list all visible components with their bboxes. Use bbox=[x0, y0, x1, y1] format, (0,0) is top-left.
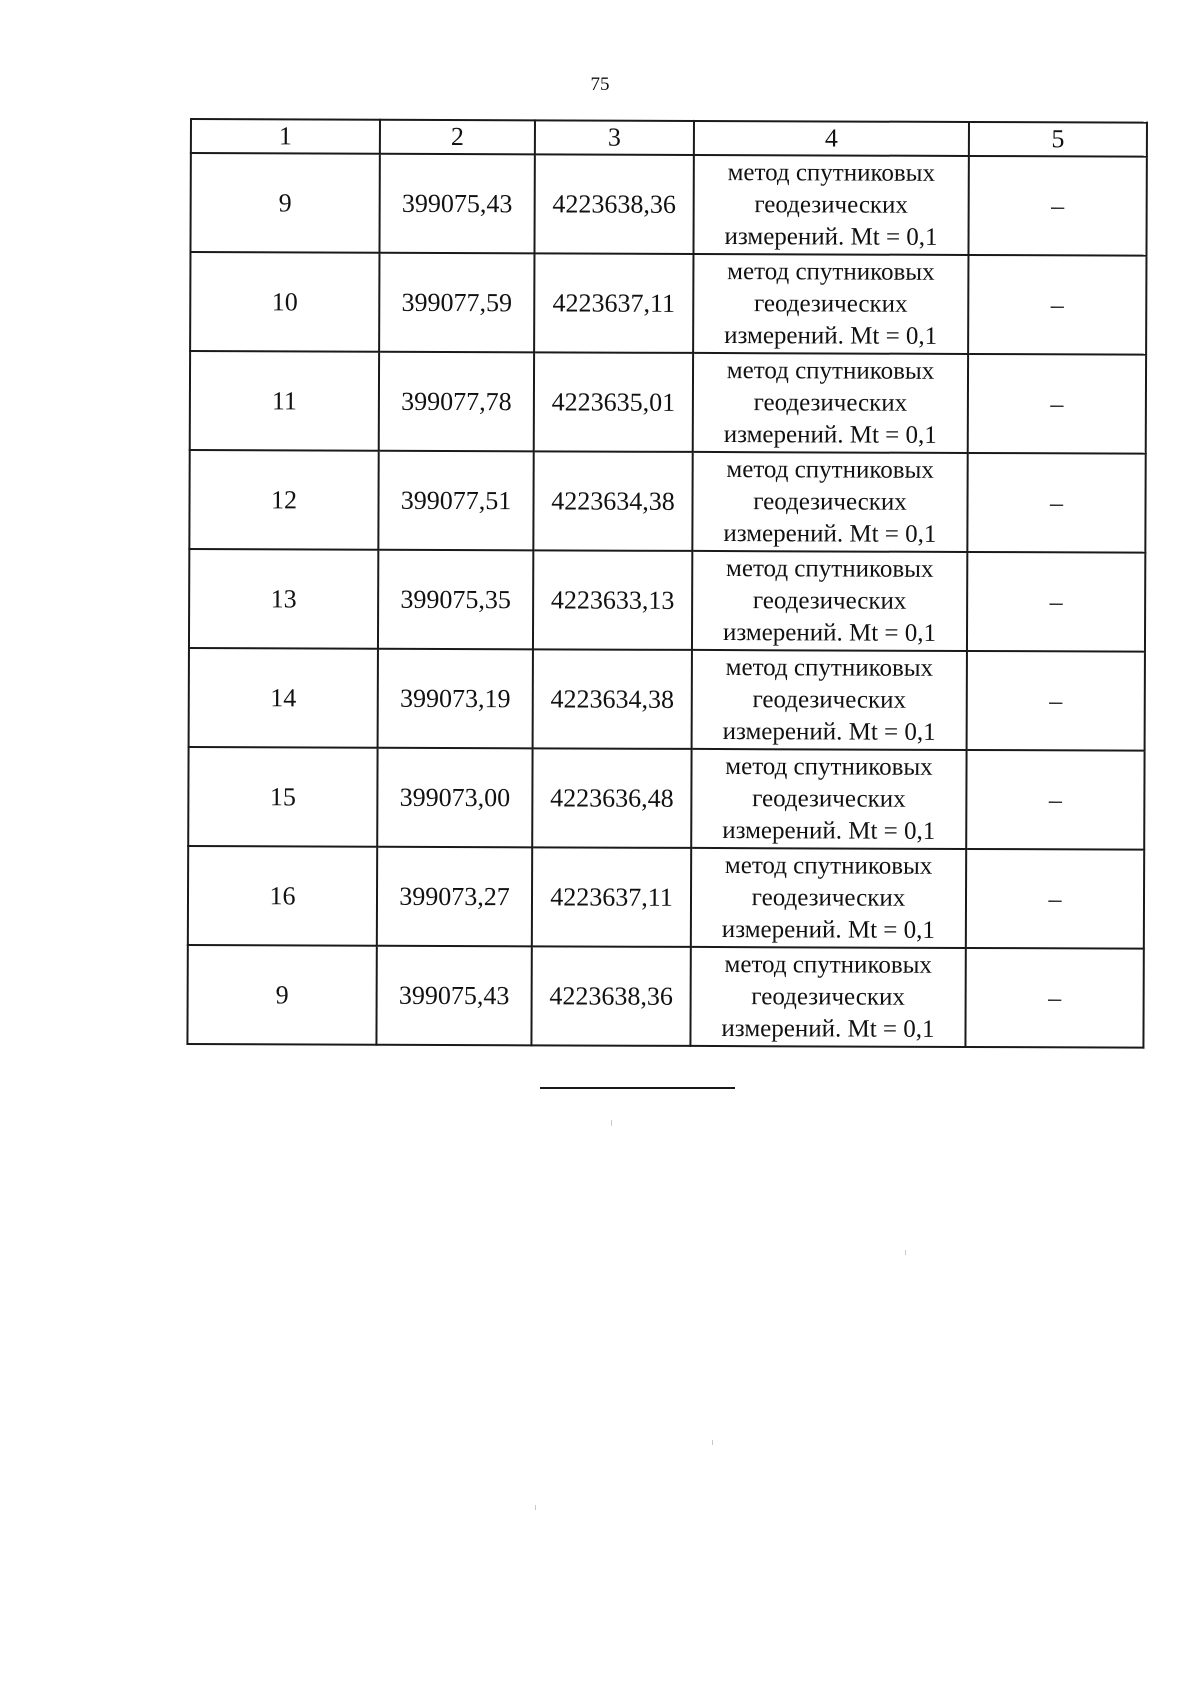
point-number-cell: 9 bbox=[187, 945, 376, 1045]
empty-value-cell: – bbox=[966, 849, 1144, 949]
point-number-cell: 12 bbox=[189, 450, 378, 550]
point-number-cell: 13 bbox=[189, 549, 378, 649]
method-cell bbox=[693, 353, 968, 453]
method-line: метод спутниковых bbox=[726, 554, 934, 583]
table-row bbox=[190, 252, 1146, 355]
method-line: метод спутниковых bbox=[726, 356, 935, 385]
y-coordinate-cell: 4223633,13 bbox=[533, 550, 692, 650]
method-cell bbox=[691, 749, 966, 849]
column-header-3: 3 bbox=[535, 120, 694, 155]
method-line: геодезических bbox=[752, 784, 906, 813]
empty-value-cell: – bbox=[967, 651, 1145, 751]
method-cell bbox=[693, 254, 968, 354]
method-line: измерений. Mt = 0,1 bbox=[721, 1014, 935, 1043]
x-coordinate-cell: 399073,19 bbox=[378, 649, 533, 749]
table-row bbox=[188, 846, 1144, 949]
table-row bbox=[190, 351, 1146, 454]
method-cell bbox=[692, 650, 967, 750]
method-cell bbox=[692, 452, 967, 552]
point-number-cell: 16 bbox=[188, 846, 377, 946]
empty-value-cell: – bbox=[968, 255, 1146, 355]
y-coordinate-cell: 4223637,11 bbox=[534, 253, 693, 353]
empty-value-cell: – bbox=[968, 354, 1146, 454]
scan-artifact bbox=[535, 1505, 536, 1510]
point-number-cell: 10 bbox=[190, 252, 379, 352]
x-coordinate-cell: 399075,35 bbox=[378, 550, 533, 650]
end-of-table-rule bbox=[540, 1087, 735, 1089]
method-line: метод спутниковых bbox=[724, 851, 933, 880]
method-cell bbox=[691, 848, 966, 948]
column-header-5: 5 bbox=[969, 122, 1147, 157]
y-coordinate-cell: 4223635,01 bbox=[534, 352, 693, 452]
method-line: геодезических bbox=[752, 685, 907, 714]
method-cell bbox=[693, 155, 968, 255]
x-coordinate-cell: 399075,43 bbox=[379, 154, 534, 254]
y-coordinate-cell: 4223634,38 bbox=[533, 649, 692, 749]
method-line: метод спутниковых bbox=[727, 257, 935, 286]
method-line: геодезических bbox=[753, 388, 908, 417]
method-line: геодезических bbox=[751, 982, 905, 1011]
method-line: геодезических bbox=[754, 190, 909, 219]
method-line: измерений. Mt = 0,1 bbox=[724, 321, 938, 350]
x-coordinate-cell: 399077,59 bbox=[379, 253, 534, 353]
method-cell bbox=[690, 947, 965, 1047]
method-line: измерений. Mt = 0,1 bbox=[722, 816, 936, 845]
table-row bbox=[190, 153, 1146, 256]
method-line: измерений. Mt = 0,1 bbox=[721, 915, 935, 944]
method-line: измерений. Mt = 0,1 bbox=[722, 717, 936, 746]
y-coordinate-cell: 4223638,36 bbox=[531, 946, 690, 1046]
x-coordinate-cell: 399075,43 bbox=[376, 946, 531, 1046]
x-coordinate-cell: 399073,00 bbox=[377, 748, 532, 848]
y-coordinate-cell: 4223634,38 bbox=[533, 451, 692, 551]
empty-value-cell: – bbox=[965, 948, 1143, 1048]
y-coordinate-cell: 4223636,48 bbox=[532, 748, 691, 848]
coordinates-table bbox=[186, 118, 1148, 1049]
column-header-4: 4 bbox=[694, 121, 969, 156]
table-header-row bbox=[191, 119, 1147, 157]
point-number-cell: 11 bbox=[190, 351, 379, 451]
empty-value-cell: – bbox=[967, 552, 1145, 652]
page-number: 75 bbox=[590, 74, 610, 95]
table-row bbox=[188, 747, 1144, 850]
method-line: геодезических bbox=[752, 586, 907, 615]
x-coordinate-cell: 399073,27 bbox=[377, 847, 532, 947]
method-line: метод спутниковых bbox=[725, 653, 934, 682]
table-row bbox=[189, 450, 1145, 553]
empty-value-cell: – bbox=[967, 453, 1145, 553]
table-row bbox=[189, 648, 1145, 751]
empty-value-cell: – bbox=[968, 156, 1146, 256]
method-line: измерений. Mt = 0,1 bbox=[722, 618, 937, 647]
point-number-cell: 15 bbox=[188, 747, 377, 847]
x-coordinate-cell: 399077,78 bbox=[379, 352, 534, 452]
method-line: геодезических bbox=[753, 289, 908, 318]
method-line: метод спутниковых bbox=[727, 158, 936, 187]
method-line: метод спутниковых bbox=[725, 752, 933, 781]
y-coordinate-cell: 4223638,36 bbox=[534, 154, 693, 254]
method-cell bbox=[692, 551, 967, 651]
point-number-cell: 14 bbox=[189, 648, 378, 748]
y-coordinate-cell: 4223637,11 bbox=[532, 847, 691, 947]
method-line: измерений. Mt = 0,1 bbox=[724, 222, 938, 251]
point-number-cell: 9 bbox=[190, 153, 379, 253]
scan-artifact bbox=[712, 1440, 713, 1445]
table-row bbox=[187, 945, 1143, 1048]
method-line: измерений. Mt = 0,1 bbox=[723, 519, 937, 548]
x-coordinate-cell: 399077,51 bbox=[378, 451, 533, 551]
scan-artifact bbox=[611, 1120, 612, 1126]
table-row bbox=[189, 549, 1145, 652]
scan-artifact bbox=[905, 1250, 906, 1255]
empty-value-cell: – bbox=[966, 750, 1144, 850]
method-line: геодезических bbox=[751, 883, 906, 912]
method-line: метод спутниковых bbox=[726, 455, 934, 484]
column-header-2: 2 bbox=[380, 120, 535, 155]
method-line: геодезических bbox=[753, 487, 907, 516]
method-line: метод спутниковых bbox=[724, 950, 933, 979]
method-line: измерений. Mt = 0,1 bbox=[723, 420, 937, 449]
column-header-1: 1 bbox=[191, 119, 380, 154]
